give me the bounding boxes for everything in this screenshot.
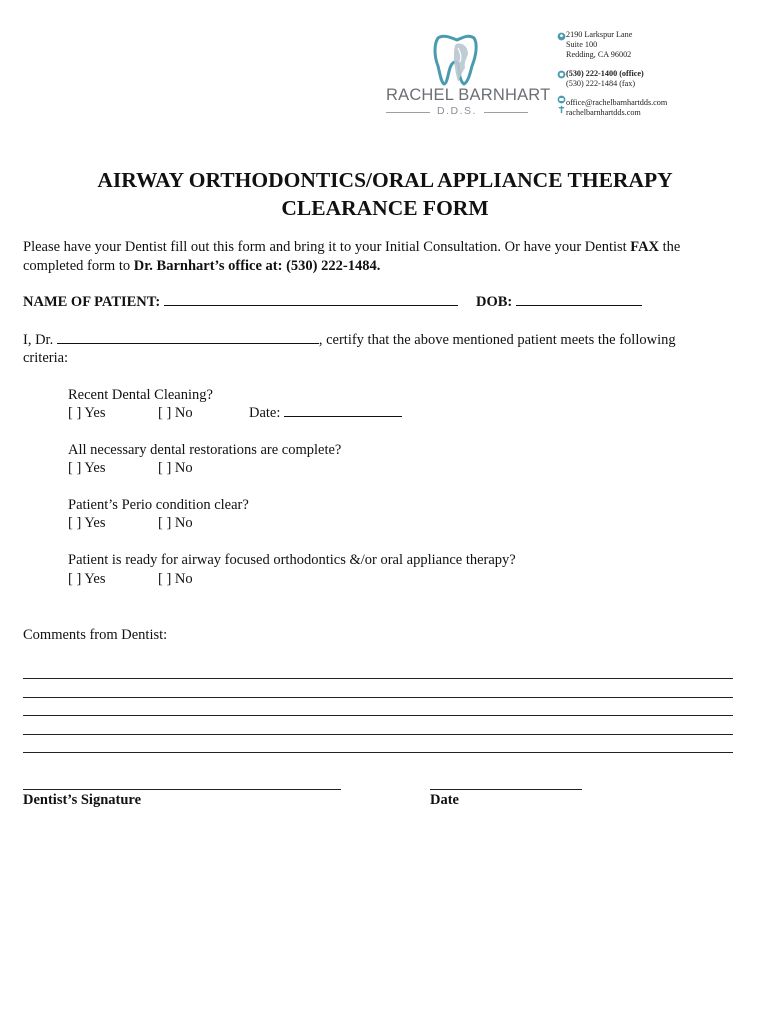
address-line-1: 2190 Larkspur Lane [566,30,633,39]
q3-no-checkbox[interactable]: [ ] No [158,515,193,531]
q3-yes-checkbox[interactable]: [ ] Yes [68,515,106,531]
q1-date-row [249,404,402,423]
comment-line[interactable] [23,678,733,679]
email-address[interactable]: office@rachelbarnhartdds.com [566,98,668,107]
q2-yes-checkbox[interactable]: [ ] Yes [68,460,106,476]
q1-yes-checkbox[interactable]: [ ] Yes [68,405,106,421]
patient-name-field[interactable] [164,305,458,306]
cleaning-date-field[interactable] [284,416,402,417]
question-airway-ready: Patient is ready for airway focused orthodontics &/or oral appliance therapy? [68,552,516,568]
comment-line[interactable] [23,697,733,698]
logo-credentials: D.D.S. [386,105,528,117]
certify-row [23,331,676,350]
question-recent-cleaning: Recent Dental Cleaning? [68,387,213,403]
instructions [23,238,743,276]
instructions-office: Dr. Barnhart’s office at: (530) 222-1484. [133,258,381,274]
signature-date-field[interactable] [430,789,582,790]
signature-field[interactable] [23,789,341,790]
signature-label: Dentist’s Signature [23,792,142,808]
q4-yes-checkbox[interactable]: [ ] Yes [68,571,106,587]
q4-no-checkbox[interactable]: [ ] No [158,571,193,587]
instructions-text-2: the completed form to [23,239,681,274]
question-perio: Patient’s Perio condition clear? [68,497,249,513]
comments-label: Comments from Dentist: [23,627,168,643]
comment-line[interactable] [23,715,733,716]
instructions-fax: FAX [630,239,660,255]
location-icon [557,32,566,41]
q1-date-label: Date: [249,405,281,421]
web-icon [557,105,566,114]
fax-number: (530) 222-1484 (fax) [566,79,636,88]
dob-label: DOB: [476,294,513,310]
instructions-text-1: Please have your Dentist fill out this form and bring it to your Initial Consultation. Or have your Dentist [23,239,631,255]
dob-field[interactable] [516,305,642,306]
patient-name-label: NAME OF PATIENT: [23,294,161,310]
email-icon [557,95,566,104]
certify-line-2: criteria: [23,350,69,366]
certify-prefix: I, Dr. [23,332,54,348]
question-restorations: All necessary dental restorations are complete? [68,442,342,458]
phone-icon [557,70,566,79]
date-label: Date [430,792,459,808]
tooth-logo-icon [432,34,482,86]
address-line-3: Redding, CA 96002 [566,50,632,59]
dob-row [476,293,642,312]
comment-line[interactable] [23,734,733,735]
form-title [0,166,770,222]
q1-no-checkbox[interactable]: [ ] No [158,405,193,421]
logo-name: RACHEL BARNHART [386,86,551,104]
patient-name-row [23,293,458,312]
q2-no-checkbox[interactable]: [ ] No [158,460,193,476]
comment-line[interactable] [23,752,733,753]
form-title-line-2: CLEARANCE FORM [281,196,489,220]
certify-suffix: , certify that the above mentioned patient meets the following [318,332,676,348]
form-title-line-1: AIRWAY ORTHODONTICS/ORAL APPLIANCE THERAPY [97,168,673,192]
address-line-2: Suite 100 [566,40,598,49]
website[interactable]: rachelbarnhartdds.com [566,108,641,117]
dentist-name-field[interactable] [57,343,319,344]
phone-office[interactable]: (530) 222-1400 (office) [566,69,644,78]
